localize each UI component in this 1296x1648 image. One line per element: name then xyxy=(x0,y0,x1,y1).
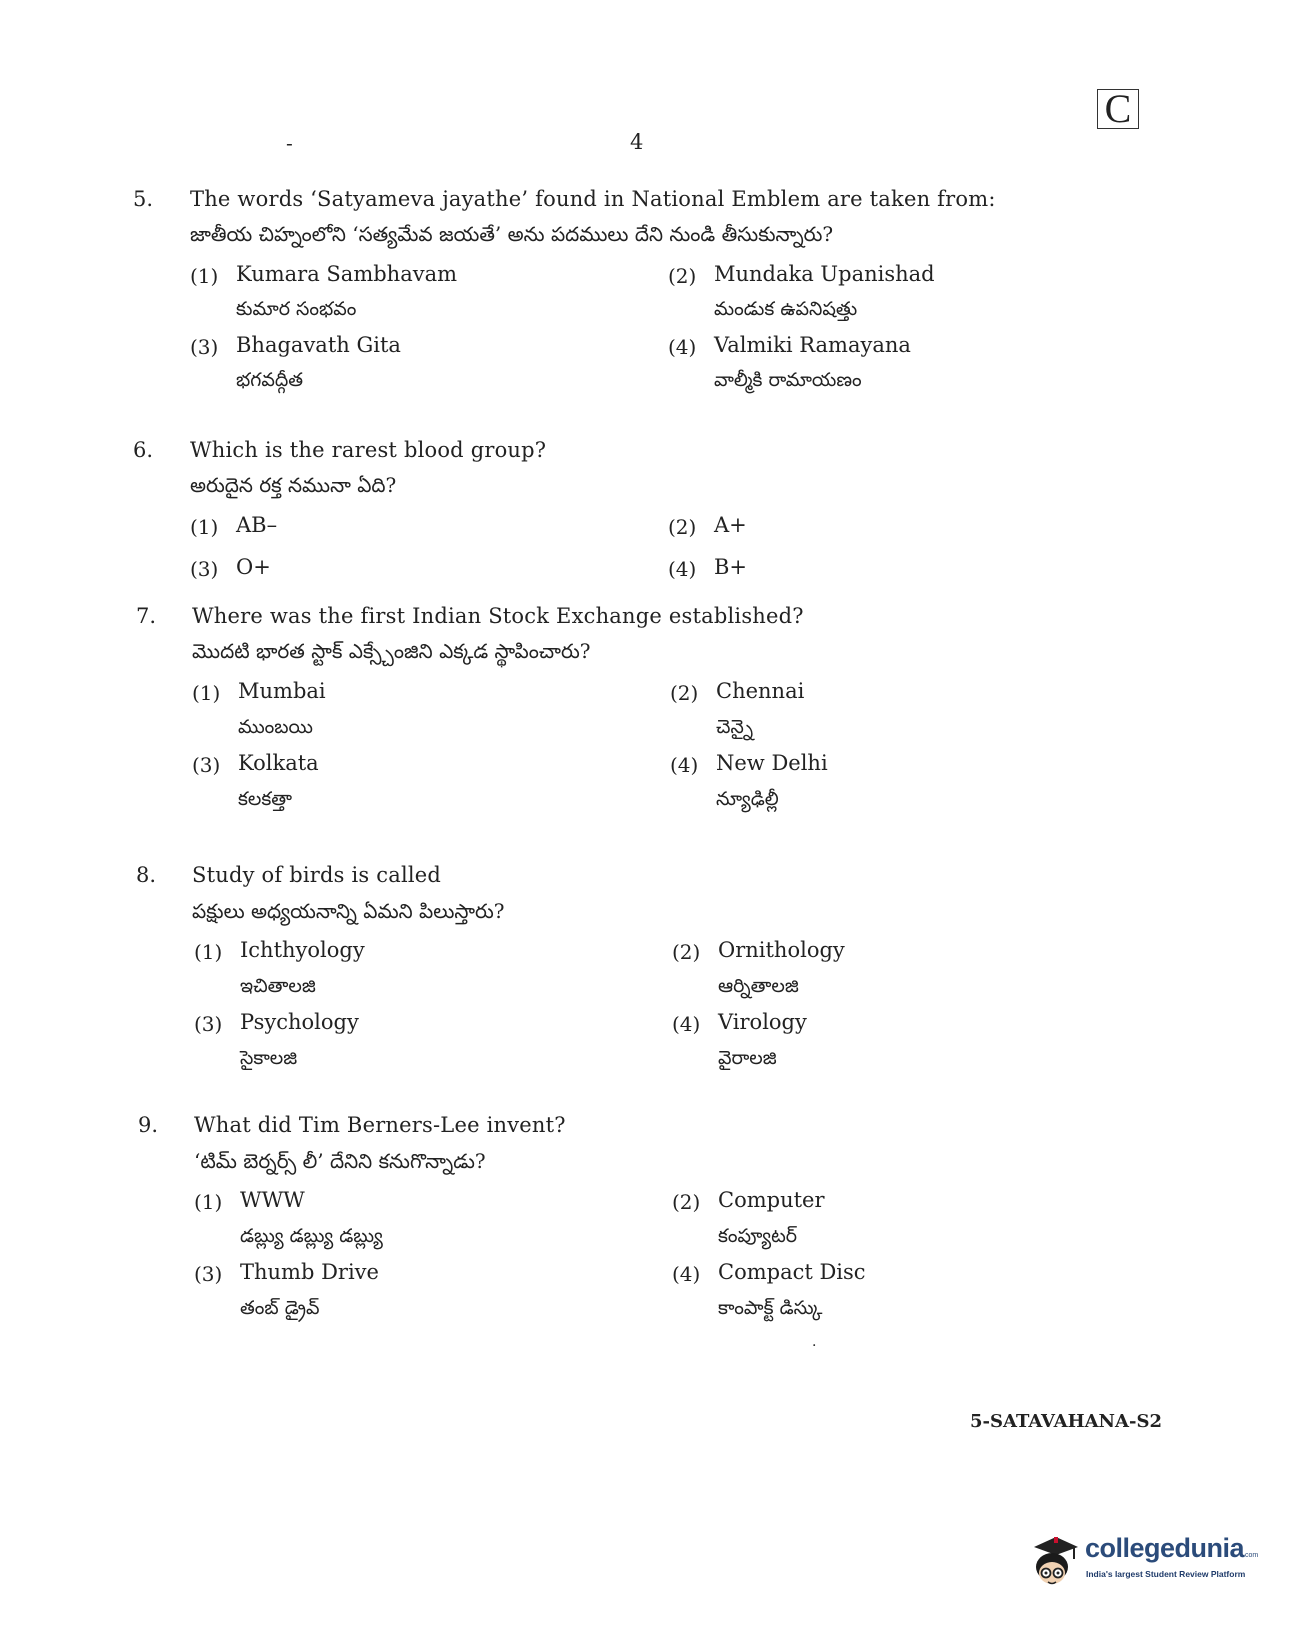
option-index: (2) xyxy=(672,940,701,964)
option-index: (3) xyxy=(190,335,219,359)
question-text-en: The words ‘Satyameva jayathe’ found in National Emblem are taken from: xyxy=(190,187,996,211)
option-text-en: Compact Disc xyxy=(718,1260,866,1284)
question-text-te: జాతీయ చిహ్నంలోని ‘సత్యమేవ జయతే’ అను పదములు దేని నుండి తీసుకున్నారు? xyxy=(190,222,834,246)
question-set-code: C xyxy=(1097,89,1139,129)
option-text-en: Ichthyology xyxy=(240,938,365,962)
option-index: (4) xyxy=(672,1012,701,1036)
option-index: (3) xyxy=(190,557,219,581)
footer-code: 5-SATAVAHANA-S2 xyxy=(970,1411,1162,1432)
question-text-en: What did Tim Berners-Lee invent? xyxy=(194,1113,566,1137)
question-text-te: పక్షులు అధ్యయనాన్ని ఏమని పిలుస్తారు? xyxy=(192,899,505,923)
option-index: (1) xyxy=(190,264,219,288)
option-index: (3) xyxy=(192,753,221,777)
option-text-te: వైరాలజి xyxy=(718,1047,777,1069)
watermark-suffix: .com xyxy=(1243,1552,1259,1559)
option-index: (3) xyxy=(194,1262,223,1286)
option-text-en: Virology xyxy=(718,1010,807,1034)
question-text-te: మొదటి భారత స్టాక్ ఎక్స్చేంజిని ఎక్కడ స్థాపించారు? xyxy=(192,639,591,663)
option-text-te: సైకాలజి xyxy=(240,1047,298,1069)
option-text-en: Ornithology xyxy=(718,938,845,962)
option-text-te: ఆర్నితాలజి xyxy=(718,975,799,997)
page-number: 4 xyxy=(630,130,644,154)
option-text-en: New Delhi xyxy=(716,751,828,775)
option-text-en: B+ xyxy=(714,555,748,579)
option-index: (1) xyxy=(194,940,223,964)
option-index: (2) xyxy=(668,515,697,539)
option-text-te: మండుక ఉపనిషత్తు xyxy=(714,298,858,320)
watermark-tagline: India's largest Student Review Platform xyxy=(1086,1569,1246,1579)
option-text-en: Psychology xyxy=(240,1010,359,1034)
option-index: (2) xyxy=(672,1190,701,1214)
option-text-te: తంబ్ డ్రైవ్ xyxy=(240,1297,320,1319)
question-text-te: ‘టిమ్ బెర్నర్స్ లీ’ దేనిని కనుగొన్నాడు? xyxy=(194,1149,486,1173)
option-text-te: చెన్నై xyxy=(716,716,753,738)
option-index: (4) xyxy=(672,1262,701,1286)
option-text-en: Mumbai xyxy=(238,679,326,703)
question-text-en: Study of birds is called xyxy=(192,863,442,887)
option-index: (1) xyxy=(192,681,221,705)
option-index: (3) xyxy=(194,1012,223,1036)
watermark-brand: collegedunia xyxy=(1085,1533,1245,1563)
option-text-en: Computer xyxy=(718,1188,825,1212)
option-text-te: కాంపాక్ట్ డిస్కు xyxy=(718,1297,823,1319)
question-text-en: Where was the first Indian Stock Exchange established? xyxy=(192,604,804,628)
option-index: (4) xyxy=(668,335,697,359)
question-number: 5. xyxy=(133,187,154,211)
question-number: 6. xyxy=(133,438,154,462)
option-index: (2) xyxy=(670,681,699,705)
option-text-te: న్యూఢిల్లీ xyxy=(716,788,779,810)
option-text-te: డబ్ల్యు డబ్ల్యు డబ్ల్యు xyxy=(240,1225,383,1247)
option-text-en: Kolkata xyxy=(238,751,319,775)
option-text-en: Kumara Sambhavam xyxy=(236,262,458,286)
stray-mark: · xyxy=(812,1338,817,1354)
option-text-en: Mundaka Upanishad xyxy=(714,262,935,286)
mascot-logo-icon xyxy=(1030,1533,1082,1593)
option-text-te: ముంబయి xyxy=(238,716,313,738)
option-index: (2) xyxy=(668,264,697,288)
option-text-en: WWW xyxy=(240,1188,305,1212)
option-text-en: Valmiki Ramayana xyxy=(714,333,911,357)
question-number: 9. xyxy=(138,1113,159,1137)
option-index: (1) xyxy=(194,1190,223,1214)
header-mark: - xyxy=(286,131,293,155)
option-text-en: O+ xyxy=(236,555,271,579)
option-text-te: కంప్యూటర్ xyxy=(718,1225,798,1247)
question-text-te: అరుదైన రక్త నమునా ఏది? xyxy=(190,473,397,497)
option-text-te: కుమార సంభవం xyxy=(236,298,357,320)
option-text-te: కలకత్తా xyxy=(238,788,293,810)
option-text-en: AB– xyxy=(236,513,278,537)
question-text-en: Which is the rarest blood group? xyxy=(190,438,547,462)
option-text-te: ఇచితాలజి xyxy=(240,975,316,997)
option-index: (4) xyxy=(670,753,699,777)
option-text-en: Bhagavath Gita xyxy=(236,333,401,357)
option-text-en: Thumb Drive xyxy=(240,1260,379,1284)
option-text-en: A+ xyxy=(714,513,747,537)
option-text-te: వాల్మీకి రామాయణం xyxy=(714,369,862,391)
question-number: 7. xyxy=(136,604,157,628)
option-text-te: భగవద్గీత xyxy=(236,369,304,391)
question-number: 8. xyxy=(136,863,157,887)
option-text-en: Chennai xyxy=(716,679,805,703)
option-index: (4) xyxy=(668,557,697,581)
option-index: (1) xyxy=(190,515,219,539)
